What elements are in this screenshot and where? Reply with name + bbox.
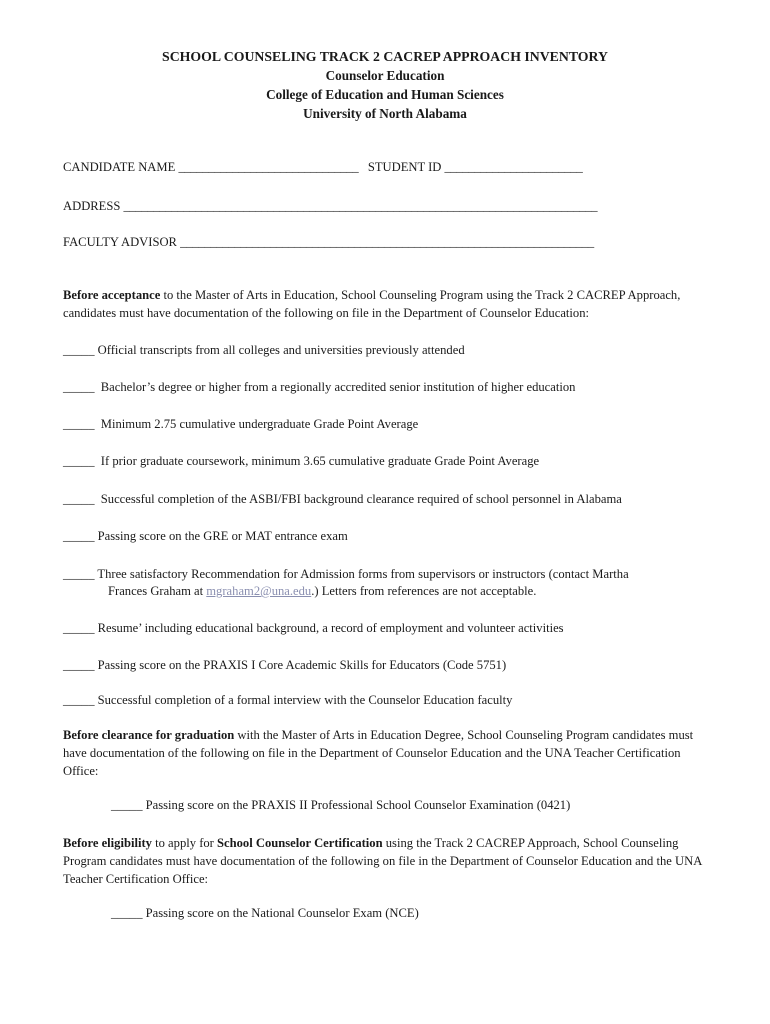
candidate-name-field[interactable]: ______________________________	[178, 160, 359, 174]
checklist-item[interactable]: _____ Successful completion of a formal interview with the Counselor Education faculty	[63, 693, 513, 707]
faculty-advisor-field[interactable]: _____________________________________________________________________	[180, 235, 594, 249]
checklist-item-nce[interactable]: _____ Passing score on the National Counselor Exam (NCE)	[111, 906, 419, 920]
document-title: SCHOOL COUNSELING TRACK 2 CACREP APPROACH INVENTORY	[162, 49, 608, 64]
student-id-field[interactable]: _______________________	[444, 160, 583, 174]
address-label: ADDRESS	[63, 199, 124, 213]
student-id-label: STUDENT ID	[367, 160, 445, 174]
document-header	[0, 47, 770, 123]
checklist-item-praxis-ii[interactable]: _____ Passing score on the PRAXIS II Professional School Counselor Examination (0421)	[111, 798, 571, 812]
university-name: University of North Alabama	[303, 106, 467, 121]
address-field[interactable]: _______________________________________________________________________________	[123, 199, 598, 213]
checklist-item[interactable]: _____ Successful completion of the ASBI/FBI background clearance required of school personnel in Alabama	[63, 492, 622, 506]
graduation-bold: Before clearance for graduation	[63, 728, 235, 742]
certification-intro: Before eligibility to apply for School Counselor Certification using the Track 2 CACREP Approach, School Counseling Program candidates must have documentation of the following on file in the Department of Counselor Education and the UNA Teacher Certification Office:	[63, 836, 702, 886]
checklist-item[interactable]: _____ Passing score on the PRAXIS I Core Academic Skills for Educators (Code 5751)	[63, 658, 507, 672]
checklist-item[interactable]: _____ Resume’ including educational background, a record of employment and volunteer activities	[63, 621, 564, 635]
graduation-intro: Before clearance for graduation with the Master of Arts in Education Degree, School Counseling Program candidates must have documentation of the following on file in the Department of Counselor Education and the UNA Teacher Certification Office:	[63, 728, 694, 778]
faculty-advisor-row	[63, 234, 594, 250]
recommendation-continuation: Frances Graham at mgraham2@una.edu.) Letters from references are not acceptable.	[108, 584, 537, 598]
candidate-info-row	[63, 159, 582, 175]
college-name: College of Education and Human Sciences	[266, 87, 504, 102]
checklist-item[interactable]: _____ Passing score on the GRE or MAT entrance exam	[63, 529, 348, 543]
faculty-advisor-label: FACULTY ADVISOR	[63, 235, 181, 249]
checklist-item[interactable]: _____ Official transcripts from all colleges and universities previously attended	[63, 343, 465, 357]
email-link[interactable]: mgraham2@una.edu	[206, 584, 312, 598]
checklist-item[interactable]: _____ Minimum 2.75 cumulative undergraduate Grade Point Average	[63, 417, 419, 431]
candidate-name-label: CANDIDATE NAME	[63, 160, 179, 174]
acceptance-bold: Before acceptance	[63, 288, 161, 302]
checklist-item[interactable]: _____ If prior graduate coursework, minimum 3.65 cumulative graduate Grade Point Average	[63, 454, 540, 468]
address-row	[63, 198, 597, 214]
checklist-item-recommendation[interactable]: _____ Three satisfactory Recommendation for Admission forms from supervisors or instructors (contact Martha	[63, 567, 629, 581]
department-name: Counselor Education	[325, 68, 445, 83]
checklist-item[interactable]: _____ Bachelor’s degree or higher from a regionally accredited senior institution of higher education	[63, 380, 576, 394]
acceptance-intro: Before acceptance to the Master of Arts in Education, School Counseling Program using the Track 2 CACREP Approach, candidates must have documentation of the following on file in the Department of Counselor Education:	[63, 288, 681, 320]
